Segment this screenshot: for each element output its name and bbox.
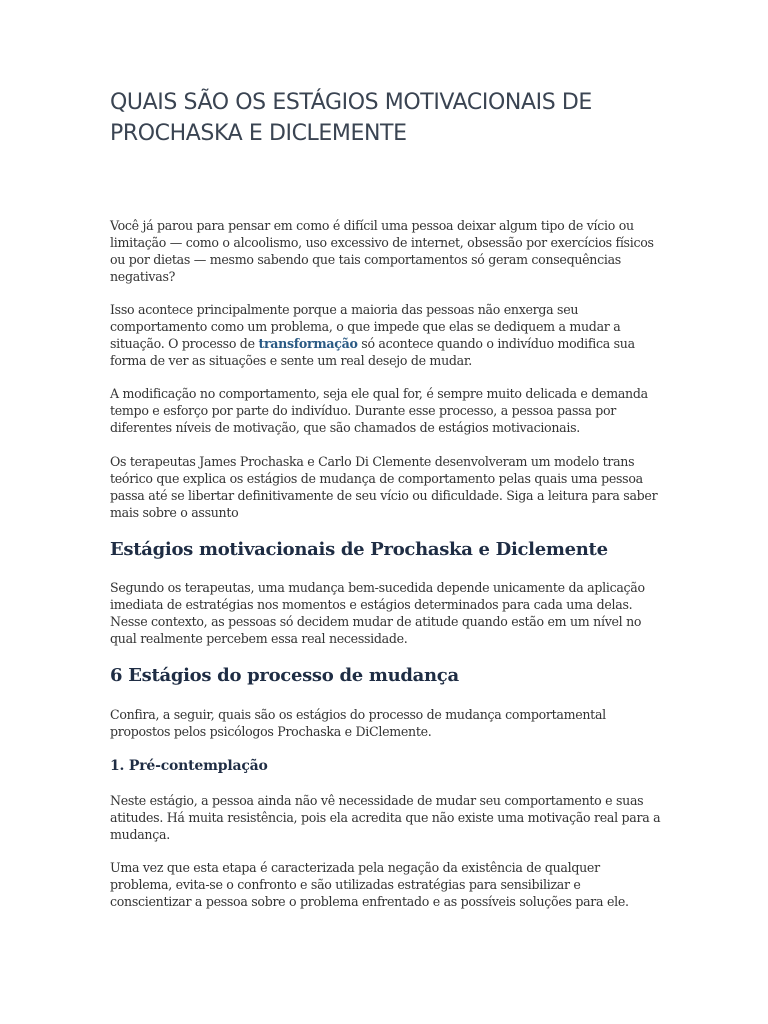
paragraph-2-text-end: só acontece quando o indivíduo modifica sua forma de ver as situações e sente um real desejo de mudar. [110, 336, 635, 368]
paragraph-2 [110, 301, 662, 369]
subheading-pre-contemplacao: 1. Pré-contemplação [110, 758, 268, 774]
paragraph-7: Neste estágio, a pessoa ainda não vê necessidade de mudar seu comportamento e suas atitudes. Há muita resistência, pois ela acredita que não existe uma motivação real para a mudança. [110, 793, 661, 842]
paragraph-3: A modificação no comportamento, seja ele qual for, é sempre muito delicada e demanda tempo e esforço por parte do indivíduo. Durante esse processo, a pessoa passa por diferentes níveis de motivação, que são chamados de estágios motivacionais. [110, 386, 648, 435]
section-heading-estagios-motivacionais: Estágios motivacionais de Prochaska e Diclemente [110, 539, 608, 560]
page-title: QUAIS SÃO OS ESTÁGIOS MOTIVACIONAIS DE PROCHASKA E DICLEMENTE [110, 90, 592, 146]
transformacao-link[interactable]: transformação [258, 336, 358, 351]
paragraph-8: Uma vez que esta etapa é caracterizada pela negação da existência de qualquer problema, evita-se o confronto e são utilizadas estratégias para sensibilizar e conscientizar a pessoa sobre o problema enfrentado e as possíveis soluções para ele. [110, 860, 629, 909]
paragraph-2-text-start: Isso acontece principalmente porque a maioria das pessoas não enxerga seu comportamento como um problema, o que impede que elas se dediquem a mudar a situação. O processo de [110, 302, 621, 351]
paragraph-6: Confira, a seguir, quais são os estágios do processo de mudança comportamental propostos pelos psicólogos Prochaska e DiClemente. [110, 707, 606, 739]
section-heading-6-estagios: 6 Estágios do processo de mudança [110, 665, 459, 686]
intro-paragraph: Você já parou para pensar em como é difícil uma pessoa deixar algum tipo de vício ou limitação — como o alcoolismo, uso excessivo de internet, obsessão por exercícios físicos ou por dietas — mesmo sabendo que tais comportamentos só geram consequências negativas? [110, 218, 654, 284]
paragraph-4: Os terapeutas James Prochaska e Carlo Di Clemente desenvolveram um modelo trans teórico que explica os estágios de mudança de comportamento pelas quais uma pessoa passa até se libertar definitivamente de seu vício ou dificuldade. Siga a leitura para saber mais sobre o assunto [110, 454, 658, 520]
paragraph-5: Segundo os terapeutas, uma mudança bem-sucedida depende unicamente da aplicação imediata de estratégias nos momentos e estágios determinados para cada uma delas. Nesse contexto, as pessoas só decidem mudar de atitude quando estão em um nível no qual realmente percebem essa real necessidade. [110, 580, 645, 646]
